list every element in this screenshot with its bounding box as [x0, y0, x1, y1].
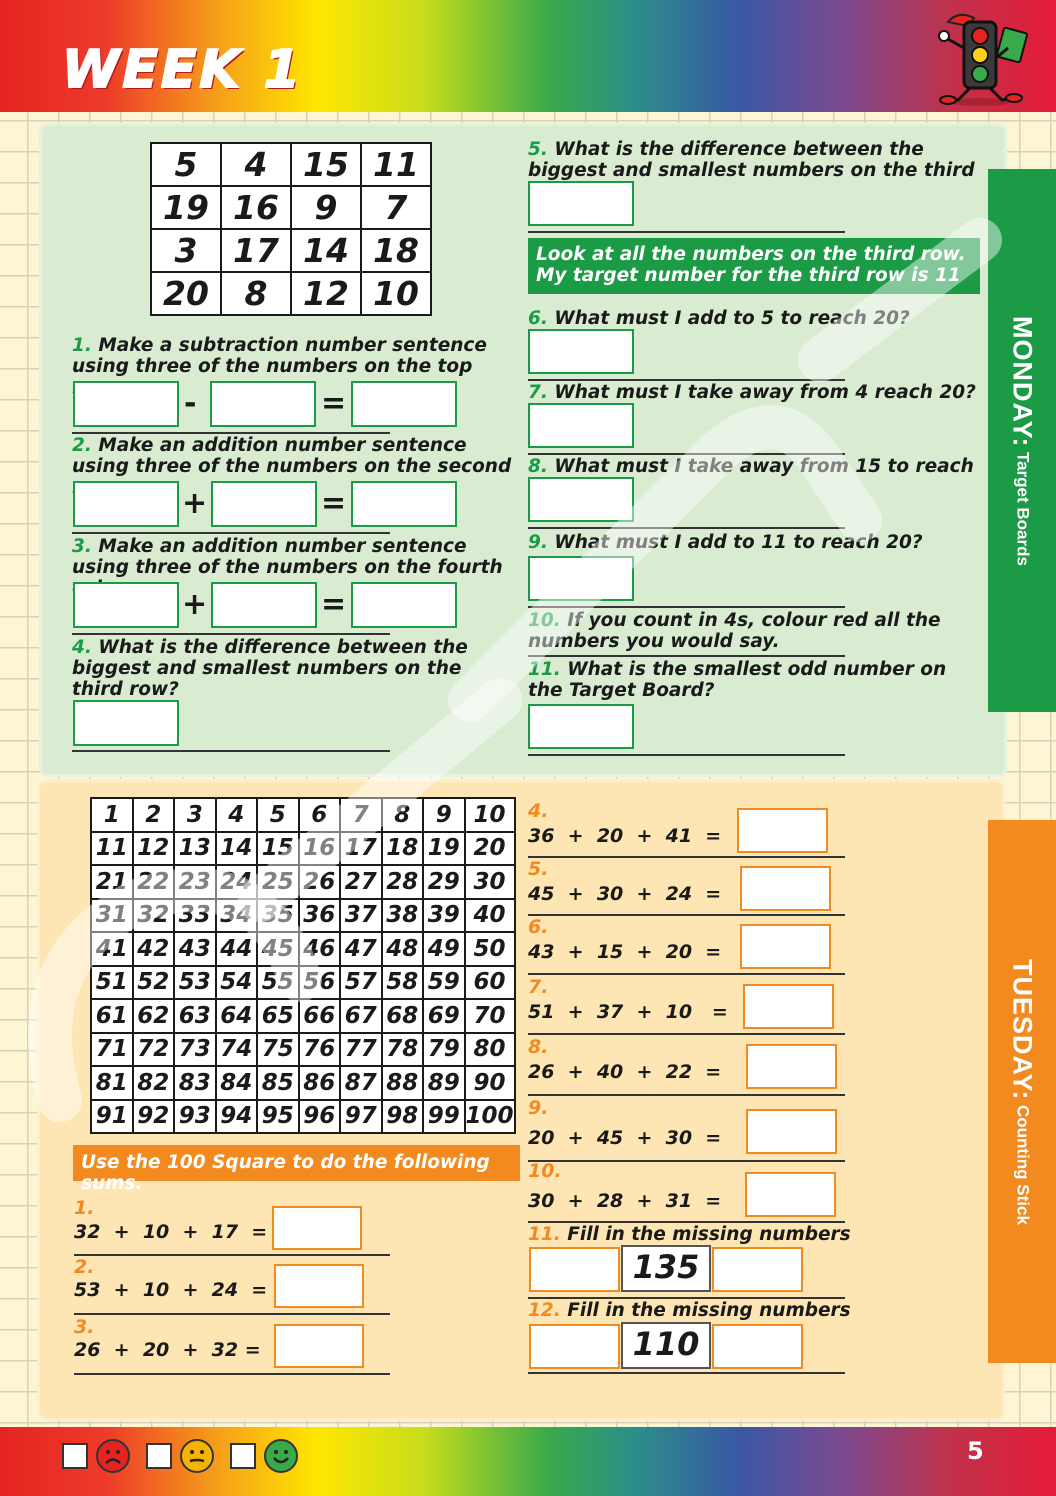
- board-cell: 7: [361, 186, 431, 229]
- hundred-square-cell[interactable]: 84: [216, 1066, 258, 1100]
- answer-box[interactable]: [528, 403, 634, 448]
- hundred-square-cell[interactable]: 87: [340, 1066, 382, 1100]
- answer-box[interactable]: [737, 808, 828, 853]
- hundred-square-cell[interactable]: 74: [216, 1033, 258, 1067]
- answer-line: [528, 973, 845, 975]
- answer-line: [74, 1313, 390, 1315]
- hundred-square-cell[interactable]: 56: [299, 966, 341, 1000]
- board-cell: 19: [151, 186, 221, 229]
- answer-box[interactable]: [211, 481, 317, 527]
- hundred-square-cell[interactable]: 70: [465, 999, 515, 1033]
- answer-box[interactable]: [746, 1044, 837, 1089]
- sum-number: 6.: [528, 916, 549, 938]
- board-cell: 18: [361, 229, 431, 272]
- plus-sign: +: [182, 486, 208, 521]
- answer-line: [72, 633, 390, 635]
- hundred-square-cell[interactable]: 35: [257, 899, 299, 933]
- hundred-square-cell[interactable]: 49: [423, 932, 465, 966]
- table-row: [91, 966, 515, 1000]
- table-row: [151, 272, 431, 315]
- sum-expression: 36 + 20 + 41 =: [528, 825, 722, 847]
- table-row: [91, 798, 515, 832]
- hundred-square-cell[interactable]: 34: [216, 899, 258, 933]
- hundred-square-cell[interactable]: 9: [423, 798, 465, 832]
- hundred-square-cell[interactable]: 69: [423, 999, 465, 1033]
- hundred-square-cell[interactable]: 41: [91, 932, 133, 966]
- hundred-square-cell[interactable]: 65: [257, 999, 299, 1033]
- board-cell: 8: [221, 272, 291, 315]
- hundred-square-cell[interactable]: 68: [382, 999, 424, 1033]
- hundred-square-cell[interactable]: 37: [340, 899, 382, 933]
- hundred-square-cell[interactable]: 91: [91, 1100, 133, 1134]
- question-11-tuesday: [528, 1224, 968, 1245]
- board-cell: 20: [151, 272, 221, 315]
- hundred-square-cell[interactable]: 36: [299, 899, 341, 933]
- page-title: WEEK 1: [62, 40, 303, 100]
- sum-expression: 45 + 30 + 24 =: [528, 883, 722, 905]
- answer-box[interactable]: [740, 866, 831, 911]
- answer-box[interactable]: [743, 984, 834, 1029]
- answer-box[interactable]: [211, 582, 317, 628]
- answer-line: [528, 914, 845, 916]
- question-text: What must I take away from 4 reach 20?: [554, 382, 976, 403]
- sum-number: 10.: [528, 1160, 562, 1182]
- answer-line: [72, 432, 390, 434]
- hundred-square-cell[interactable]: 77: [340, 1033, 382, 1067]
- sum-expression: 26 + 20 + 32 =: [74, 1339, 261, 1361]
- hundred-square-cell[interactable]: 94: [216, 1100, 258, 1134]
- hundred-square-cell[interactable]: 16: [299, 832, 341, 866]
- answer-box[interactable]: [528, 704, 634, 749]
- table-row: [91, 832, 515, 866]
- hundred-square-cell[interactable]: 43: [174, 932, 216, 966]
- hundred-square-cell[interactable]: 2: [133, 798, 175, 832]
- table-row: [91, 932, 515, 966]
- board-cell: 9: [291, 186, 361, 229]
- answer-box[interactable]: [740, 924, 831, 969]
- answer-box[interactable]: [274, 1264, 364, 1308]
- board-cell: 16: [221, 186, 291, 229]
- question-12-tuesday: [528, 1300, 968, 1321]
- hundred-square-cell[interactable]: 92: [133, 1100, 175, 1134]
- board-cell: 5: [151, 143, 221, 186]
- answer-line: [528, 1094, 845, 1096]
- sum-number: 2.: [74, 1256, 95, 1278]
- answer-box[interactable]: [73, 381, 179, 427]
- hundred-square-cell[interactable]: 46: [299, 932, 341, 966]
- answer-line: [74, 1373, 390, 1375]
- checkbox[interactable]: [146, 1443, 172, 1469]
- answer-line: [528, 379, 845, 381]
- table-row: [91, 865, 515, 899]
- answer-line: [72, 532, 390, 534]
- hundred-square-cell[interactable]: 57: [340, 966, 382, 1000]
- answer-box[interactable]: [73, 582, 179, 628]
- answer-line: [528, 231, 845, 233]
- hundred-square-cell[interactable]: 66: [299, 999, 341, 1033]
- sum-number: 3.: [74, 1316, 95, 1338]
- answer-box[interactable]: [528, 556, 634, 601]
- question-text: Make a subtraction number sentence using three of the numbers on the top: [72, 335, 487, 377]
- hundred-square-cell[interactable]: 4: [216, 798, 258, 832]
- hundred-square-cell[interactable]: 21: [91, 865, 133, 899]
- sum-number: 1.: [74, 1197, 95, 1219]
- hundred-square-cell[interactable]: 47: [340, 932, 382, 966]
- hundred-square-cell[interactable]: 76: [299, 1033, 341, 1067]
- hundred-square-cell[interactable]: 12: [133, 832, 175, 866]
- hundred-square-cell[interactable]: 73: [174, 1033, 216, 1067]
- hundred-square-cell[interactable]: 89: [423, 1066, 465, 1100]
- hundred-square-cell[interactable]: 3: [174, 798, 216, 832]
- hundred-square-cell[interactable]: 82: [133, 1066, 175, 1100]
- board-cell: 15: [291, 143, 361, 186]
- hundred-square-cell[interactable]: 52: [133, 966, 175, 1000]
- question-text: What must I take away from 15 to reach: [554, 456, 974, 477]
- monday-day-label: MONDAY:: [1007, 315, 1038, 448]
- hundred-square-cell[interactable]: 95: [257, 1100, 299, 1134]
- hundred-square-cell[interactable]: 80: [465, 1033, 515, 1067]
- question-text: What must I add to 5 to reach 20?: [554, 308, 910, 329]
- board-cell: 3: [151, 229, 221, 272]
- answer-box[interactable]: [210, 381, 316, 427]
- hundred-square-cell[interactable]: 28: [382, 865, 424, 899]
- hundred-square-cell[interactable]: 13: [174, 832, 216, 866]
- answer-line: [74, 1254, 390, 1256]
- hundred-square-cell[interactable]: 97: [340, 1100, 382, 1134]
- board-cell: 17: [221, 229, 291, 272]
- question-number: 4.: [72, 637, 92, 658]
- answer-line: [528, 1033, 845, 1035]
- answer-line: [528, 1160, 845, 1162]
- sum-number: 5.: [528, 858, 549, 880]
- board-cell: 11: [361, 143, 431, 186]
- sum-number: 8.: [528, 1036, 549, 1058]
- answer-box[interactable]: [274, 1324, 364, 1368]
- hundred-square-cell[interactable]: 38: [382, 899, 424, 933]
- hundred-square-cell[interactable]: 50: [465, 932, 515, 966]
- hundred-square-cell[interactable]: 48: [382, 932, 424, 966]
- question-10: [528, 610, 948, 652]
- hundred-square-cell[interactable]: 10: [465, 798, 515, 832]
- question-number: 12.: [528, 1300, 561, 1321]
- table-row: [91, 999, 515, 1033]
- question-text: Make an addition number sentence using three of the numbers on the second: [72, 435, 512, 477]
- hundred-square-cell[interactable]: 7: [340, 798, 382, 832]
- hundred-square-cell[interactable]: 6: [299, 798, 341, 832]
- question-number: 7.: [528, 382, 548, 403]
- answer-box[interactable]: [272, 1206, 362, 1250]
- hundred-square-cell[interactable]: 99: [423, 1100, 465, 1134]
- answer-line: [528, 527, 845, 529]
- question-number: 11.: [528, 659, 561, 680]
- board-cell: 12: [291, 272, 361, 315]
- hundred-square-cell[interactable]: 29: [423, 865, 465, 899]
- hundred-square-cell[interactable]: 67: [340, 999, 382, 1033]
- hundred-square-cell[interactable]: 78: [382, 1033, 424, 1067]
- minus-sign: -: [184, 386, 197, 421]
- hundred-square-cell[interactable]: 39: [423, 899, 465, 933]
- hundred-square-cell[interactable]: 53: [174, 966, 216, 1000]
- hundred-square-cell[interactable]: 64: [216, 999, 258, 1033]
- traffic-light-mascot-icon: [928, 8, 1032, 108]
- question-text: If you count in 4s, colour red all the numbers you would say.: [528, 610, 941, 652]
- tuesday-day-label: TUESDAY:: [1007, 958, 1038, 1101]
- question-text: What is the difference between the biggest and smallest numbers on the third row?: [72, 637, 468, 700]
- checkbox[interactable]: [230, 1443, 256, 1469]
- question-number: 8.: [528, 456, 548, 477]
- hundred-square: [90, 797, 516, 1134]
- hundred-square-cell[interactable]: 85: [257, 1066, 299, 1100]
- hundred-square-cell[interactable]: 32: [133, 899, 175, 933]
- hundred-square-cell[interactable]: 42: [133, 932, 175, 966]
- hundred-square-cell[interactable]: 90: [465, 1066, 515, 1100]
- hundred-square-cell[interactable]: 59: [423, 966, 465, 1000]
- sum-expression: 30 + 28 + 31 =: [528, 1190, 722, 1212]
- question-text: What must I add to 11 to reach 20?: [554, 532, 923, 553]
- question-number: 2.: [72, 435, 92, 456]
- answer-line: [528, 453, 845, 455]
- target-board: [150, 142, 432, 316]
- question-number: 5.: [528, 139, 548, 160]
- sum-expression: 43 + 15 + 20 =: [528, 941, 722, 963]
- hundred-square-cell[interactable]: 25: [257, 865, 299, 899]
- table-row: [91, 1033, 515, 1067]
- board-cell: 14: [291, 229, 361, 272]
- answer-line: [528, 606, 845, 608]
- hundred-square-cell[interactable]: 62: [133, 999, 175, 1033]
- happy-face-icon: [264, 1439, 298, 1473]
- answer-box[interactable]: [351, 481, 457, 527]
- monday-topic-label: Target Boards: [1013, 451, 1033, 566]
- monday-tab: [988, 169, 1056, 712]
- hundred-square-cell[interactable]: 22: [133, 865, 175, 899]
- answer-line: [528, 856, 845, 858]
- plus-sign: +: [182, 587, 208, 622]
- hundred-square-cell[interactable]: 17: [340, 832, 382, 866]
- table-row: [91, 1066, 515, 1100]
- answer-box[interactable]: [746, 1109, 837, 1154]
- sum-number: 7.: [528, 976, 549, 998]
- sum-number: 9.: [528, 1097, 549, 1119]
- question-text: Fill in the missing numbers: [567, 1300, 851, 1321]
- tuesday-topic-label: Counting Stick: [1013, 1104, 1033, 1225]
- answer-box[interactable]: [73, 700, 179, 746]
- question-number: 6.: [528, 308, 548, 329]
- answer-line: [528, 754, 845, 756]
- hundred-square-cell[interactable]: 93: [174, 1100, 216, 1134]
- hundred-square-cell[interactable]: 33: [174, 899, 216, 933]
- sum-expression: 26 + 40 + 22 =: [528, 1061, 722, 1083]
- hundred-square-cell[interactable]: 40: [465, 899, 515, 933]
- self-assessment: [62, 1438, 306, 1474]
- hundred-square-cell[interactable]: 71: [91, 1033, 133, 1067]
- hundred-square-cell[interactable]: 60: [465, 966, 515, 1000]
- question-text: What is the smallest odd number on the Target Board?: [528, 659, 947, 701]
- question-number: 11.: [528, 1224, 561, 1245]
- question-text: What is the difference between the biggest and smallest numbers on the third: [528, 139, 975, 181]
- given-number: 110: [632, 1325, 700, 1363]
- hundred-square-cell[interactable]: 100: [465, 1100, 515, 1134]
- answer-box[interactable]: [712, 1247, 803, 1292]
- hundred-square-cell[interactable]: 18: [382, 832, 424, 866]
- question-number: 3.: [72, 536, 92, 557]
- answer-box[interactable]: [351, 582, 457, 628]
- sad-face-icon: [96, 1439, 130, 1473]
- hundred-square-cell[interactable]: 8: [382, 798, 424, 832]
- hundred-square-cell[interactable]: 58: [382, 966, 424, 1000]
- answer-box[interactable]: [351, 381, 457, 427]
- answer-line: [528, 655, 845, 657]
- hundred-square-cell[interactable]: 31: [91, 899, 133, 933]
- answer-box[interactable]: [528, 477, 634, 522]
- board-cell: 4: [221, 143, 291, 186]
- answer-line: [528, 1372, 845, 1374]
- hundred-square-cell[interactable]: 15: [257, 832, 299, 866]
- hundred-square-cell[interactable]: 61: [91, 999, 133, 1033]
- hundred-square-cell[interactable]: 54: [216, 966, 258, 1000]
- board-cell: 10: [361, 272, 431, 315]
- hundred-square-banner: Use the 100 Square to do the following sums.: [73, 1145, 520, 1181]
- sum-expression: 32 + 10 + 17 =: [74, 1221, 268, 1243]
- hundred-square-cell[interactable]: 1: [91, 798, 133, 832]
- hundred-square-cell[interactable]: 98: [382, 1100, 424, 1134]
- target-number-banner: Look at all the numbers on the third row. My target number for the third row is 11: [528, 238, 980, 294]
- hundred-square-cell[interactable]: 79: [423, 1033, 465, 1067]
- question-11: [528, 659, 968, 701]
- hundred-square-cell[interactable]: 51: [91, 966, 133, 1000]
- question-9: [528, 532, 980, 553]
- hundred-square-cell[interactable]: 26: [299, 865, 341, 899]
- hundred-square-cell[interactable]: 14: [216, 832, 258, 866]
- hundred-square-cell[interactable]: 19: [423, 832, 465, 866]
- hundred-square-cell[interactable]: 44: [216, 932, 258, 966]
- equals-sign: =: [321, 386, 347, 421]
- question-text: Fill in the missing numbers: [567, 1224, 851, 1245]
- answer-box[interactable]: [73, 481, 179, 527]
- hundred-square-cell[interactable]: 72: [133, 1033, 175, 1067]
- question-6: [528, 308, 980, 329]
- checkbox[interactable]: [62, 1443, 88, 1469]
- hundred-square-cell[interactable]: 81: [91, 1066, 133, 1100]
- answer-box[interactable]: [529, 1324, 620, 1369]
- table-row: [151, 143, 431, 186]
- sum-number: 4.: [528, 800, 549, 822]
- page-number: 5: [967, 1437, 984, 1465]
- hundred-square-cell[interactable]: 20: [465, 832, 515, 866]
- answer-box[interactable]: [528, 181, 634, 226]
- table-row: [91, 1100, 515, 1134]
- hundred-square-cell[interactable]: 5: [257, 798, 299, 832]
- table-row: [151, 229, 431, 272]
- tuesday-tab: [988, 820, 1056, 1363]
- question-number: 9.: [528, 532, 548, 553]
- answer-box[interactable]: [528, 329, 634, 374]
- question-7: [528, 382, 980, 403]
- sum-expression: 53 + 10 + 24 =: [74, 1279, 268, 1301]
- answer-box[interactable]: [745, 1172, 836, 1217]
- question-number: 10.: [528, 610, 561, 631]
- question-4: [72, 637, 512, 700]
- hundred-square-cell[interactable]: 30: [465, 865, 515, 899]
- answer-line: [528, 1297, 845, 1299]
- hundred-square-cell[interactable]: 83: [174, 1066, 216, 1100]
- table-row: [91, 899, 515, 933]
- hundred-square-cell[interactable]: 63: [174, 999, 216, 1033]
- equals-sign: =: [321, 486, 347, 521]
- answer-box[interactable]: [712, 1324, 803, 1369]
- hundred-square-cell[interactable]: 88: [382, 1066, 424, 1100]
- hundred-square-cell[interactable]: 45: [257, 932, 299, 966]
- hundred-square-cell[interactable]: 86: [299, 1066, 341, 1100]
- hundred-square-cell[interactable]: 23: [174, 865, 216, 899]
- hundred-square-cell[interactable]: 96: [299, 1100, 341, 1134]
- sum-expression: 51 + 37 + 10 =: [528, 1001, 728, 1023]
- hundred-square-cell[interactable]: 75: [257, 1033, 299, 1067]
- question-number: 1.: [72, 335, 92, 356]
- given-number: 135: [632, 1248, 700, 1286]
- hundred-square-cell[interactable]: 24: [216, 865, 258, 899]
- question-text: Make an addition number sentence using three of the numbers on the fourth: [72, 536, 503, 578]
- hundred-square-cell[interactable]: 11: [91, 832, 133, 866]
- equals-sign: =: [321, 587, 347, 622]
- hundred-square-cell[interactable]: 55: [257, 966, 299, 1000]
- sum-expression: 20 + 45 + 30 =: [528, 1127, 722, 1149]
- answer-box[interactable]: [529, 1247, 620, 1292]
- table-row: [151, 186, 431, 229]
- neutral-face-icon: [180, 1439, 214, 1473]
- answer-line: [528, 1221, 845, 1223]
- answer-line: [72, 750, 390, 752]
- hundred-square-cell[interactable]: 27: [340, 865, 382, 899]
